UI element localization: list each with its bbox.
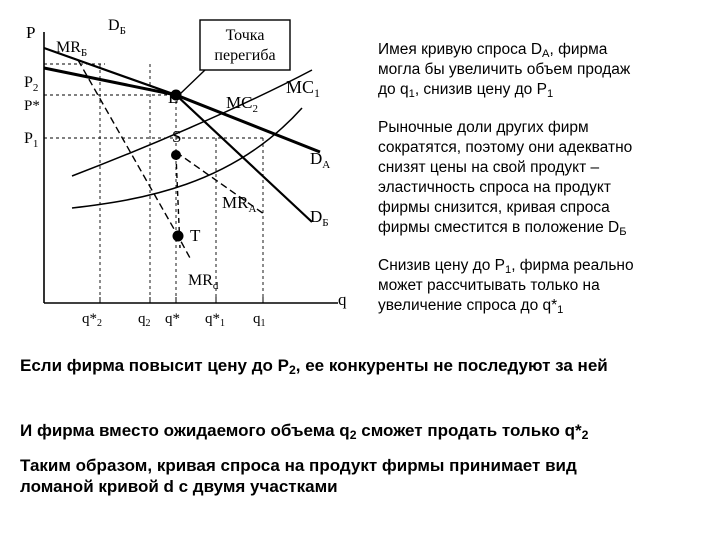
bottom-para-1: Если фирма повысит цену до $P_2$, ее конкуренты не последуют за ней	[20, 356, 608, 378]
curve-mc2	[72, 108, 302, 208]
label-d-a: $D_A$	[310, 149, 331, 171]
side-para-2-line-4: эластичность спроса на продукт	[378, 179, 611, 196]
label-mc1: $MC_1$	[286, 77, 321, 100]
kinked-demand-diagram	[0, 0, 370, 340]
label-d-b: $D_Б$	[310, 207, 329, 229]
bottom-para-2: И фирма вместо ожидаемого объема $q_2$ сможет продать только $q*_2$	[20, 421, 589, 443]
axis-markers	[100, 297, 263, 303]
side-para-2-line-2: сократятся, поэтому они адекватно	[378, 139, 633, 156]
side-para-1-line-2: могла бы увеличить объем продаж	[378, 61, 631, 78]
p1-label: $P_1$	[24, 130, 39, 150]
p2-label: $P_2$	[24, 74, 39, 94]
point-e-label: E	[168, 88, 179, 107]
label-q-star-1: $q*_1$	[205, 311, 225, 329]
side-para-3	[378, 256, 713, 316]
point-s-label: S	[172, 127, 182, 146]
curve-mc1	[72, 70, 312, 176]
side-para-3-line-3: увеличение спроса до $q*_1$	[378, 297, 564, 316]
side-para-2-line-1: Рыночные доли других фирм	[378, 119, 589, 136]
callout-pointer	[180, 70, 205, 94]
q-axis-labels	[82, 311, 266, 329]
curve-d-a	[44, 68, 320, 152]
side-para-1	[378, 40, 713, 100]
callout-line1: Точка	[225, 27, 265, 44]
label-d-b-top: $D_Б$	[108, 17, 126, 37]
label-mc2: $MC_2$	[226, 93, 258, 115]
side-para-2-line-3: снизят цены на свой продукт –	[378, 159, 600, 176]
label-mr-d: $MR_d$	[188, 272, 219, 292]
point-t	[173, 231, 184, 242]
bottom-para-3-line-2: ломаной кривой d с двумя участками	[20, 477, 338, 496]
side-para-3-line-2: может рассчитывать только на	[378, 277, 600, 294]
bottom-para-3-line-1: Таким образом, кривая спроса на продукт фирмы принимает вид	[20, 456, 577, 475]
label-q1: $q_1$	[253, 311, 266, 329]
axis-q-label: q	[338, 290, 347, 309]
label-q2: $q_2$	[138, 311, 151, 329]
pstar-label: P*	[24, 98, 40, 114]
point-t-label: T	[190, 226, 201, 245]
label-q-star-2: $q*_2$	[82, 311, 102, 329]
side-para-1-line-1: Имея кривую спроса $D_A$, фирма	[378, 41, 608, 60]
side-para-3-line-1: Снизив цену до $P_1$, фирма реально	[378, 257, 634, 276]
bottom-para-3	[20, 455, 710, 497]
label-mr-a: $MR_A$	[222, 193, 257, 215]
axis-p-label: P	[26, 23, 36, 42]
side-para-2-line-6: фирмы сместится в положение $D_Б$	[378, 219, 627, 238]
side-para-2	[378, 118, 713, 238]
callout-line2: перегиба	[214, 47, 276, 64]
side-para-2-line-5: фирмы снизится, кривая спроса	[378, 199, 610, 216]
label-q-star: q*	[165, 311, 180, 327]
side-para-1-line-3: до $q_1$, снизив цену до $P_1$	[378, 81, 554, 100]
label-mr-b: $MR_Б$	[56, 39, 88, 59]
point-s	[171, 150, 181, 160]
